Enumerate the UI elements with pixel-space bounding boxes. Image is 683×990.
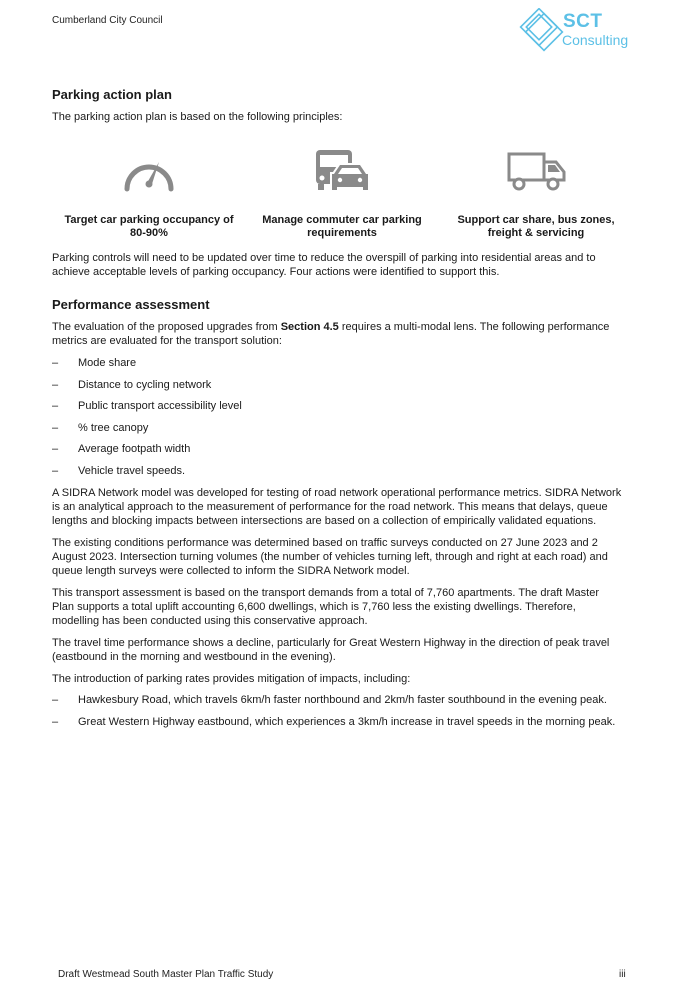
- evaluation-paragraph: The evaluation of the proposed upgrades from Section 4.5 requires a multi-modal lens. The following performance metrics are evaluated for the transport solution:: [52, 321, 610, 347]
- parking-rates-intro: The introduction of parking rates provides mitigation of impacts, including:: [52, 673, 411, 685]
- logo-consulting-text: Consulting: [562, 32, 629, 48]
- diamond-logo-icon: [517, 8, 567, 52]
- sct-consulting-logo: [517, 8, 635, 52]
- section-reference: Section 4.5: [280, 321, 339, 333]
- speedometer-icon: [118, 146, 180, 194]
- truck-icon: [506, 146, 568, 194]
- sidra-paragraph: A SIDRA Network model was developed for testing of road network operational performance metrics. SIDRA Network is an analytical approach to the measurement of performance for the road network. This means that delays, queue lengths and blocking impacts between intersections are based on a collection of empirically validated equations.: [52, 487, 622, 527]
- performance-heading: Performance assessment: [52, 297, 210, 312]
- parking-intro: The parking action plan is based on the following principles:: [52, 111, 343, 123]
- header-organisation: Cumberland City Council: [52, 15, 163, 26]
- travel-time-paragraph: The travel time performance shows a decline, particularly for Great Western Highway in the direction of peak travel (eastbound in the morning and westbound in the evening).: [52, 637, 610, 663]
- transport-demand-paragraph: This transport assessment is based on the transport demands from a total of 7,760 apartments. The draft Master Plan supports a total uplift accounting 6,600 dwellings, which is 7,760 less the existing dwellings. Therefore, modelling has been conducted using this conservative approach.: [52, 587, 600, 627]
- principle-label-occupancy: Target car parking occupancy of 80-90%: [64, 214, 234, 239]
- bus-car-icon: [312, 146, 374, 194]
- footer-page-number: iii: [619, 969, 626, 980]
- principle-label-commuter: Manage commuter car parking requirements: [262, 214, 422, 239]
- logo-sct-text: SCT: [563, 11, 603, 32]
- existing-conditions-paragraph: The existing conditions performance was determined based on traffic surveys conducted on 27 June 2023 and 2 August 2023. Intersection turning volumes (the number of vehicles turning left, through and right at each road) and queue length surveys were collected to inform the SIDRA Network model.: [52, 537, 608, 577]
- footer-document-title: Draft Westmead South Master Plan Traffic Study: [58, 969, 274, 980]
- document-page: Cumberland City Council SCT Consulting Parking action plan The parking action plan is based on the following principles: Target car parking occupancy of 80-90% Manage commuter car parking requirements Support car share, bus zones, freight & servicing Parking controls will need to be updated over time to reduce the overspill of parking into residential areas and to achieve acceptable levels of parking occupancy. Four actions were identified to support this. Performance assessment The evaluation of the proposed upgrades from Section 4.5 requires a multi-modal lens. The following performance metrics are evaluated for the transport solution: – Mode share – Distance to cycling network – Public transport accessibility level – % tree canopy – Average footpath width – Vehicle travel speeds. A SIDRA Network model was developed for testing of road network operational performance metrics. SIDRA Network is an analytical approach to the measurement of performance for the road network. This means that delays, queue lengths and blocking impacts between intersections are based on a collection of empirically validated equations. The existing conditions performance was determined based on traffic surveys conducted on 27 June 2023 and 2 August 2023. Intersection turning volumes (the number of vehicles turning left, through and right at each road) and queue length surveys were collected to inform the SIDRA Network model. This transport assessment is based on the transport demands from a total of 7,760 apartments. The draft Master Plan supports a total uplift accounting 6,600 dwellings, which is 7,760 less the existing dwellings. Therefore, modelling has been conducted using this conservative approach. The travel time performance shows a decline, particularly for Great Western Highway in the direction of peak travel (eastbound in the morning and westbound in the evening). The introduction of parking rates provides mitigation of impacts, including: – Hawkesbury Road, which travels 6km/h faster northbound and 2km/h faster southbound in the evening peak. – Great Western Highway eastbound, which experiences a 3km/h increase in travel speeds in the morning peak. Draft Westmead South Master Plan Traffic Study iii: [0, 0, 683, 990]
- principle-label-car-share: Support car share, bus zones, freight & servicing: [457, 214, 615, 239]
- parking-controls-paragraph: Parking controls will need to be updated over time to reduce the overspill of parking into residential areas and to achieve acceptable levels of parking occupancy. Four actions were identified to support this.: [52, 252, 596, 278]
- parking-heading: Parking action plan: [52, 87, 172, 102]
